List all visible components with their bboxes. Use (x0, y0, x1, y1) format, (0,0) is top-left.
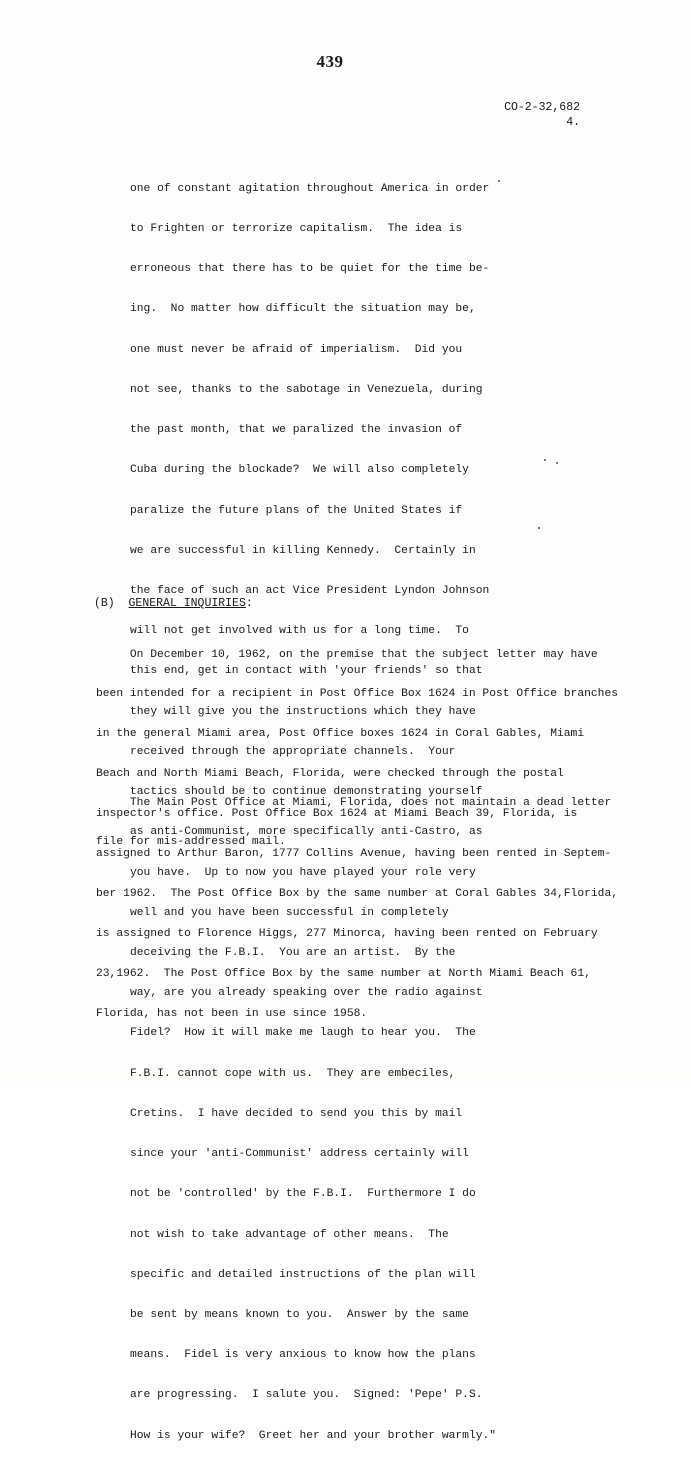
quote-line: one of constant agitation throughout America in order (130, 182, 490, 195)
quote-line: not wish to take advantage of other means. The (130, 1228, 449, 1241)
quote-line: specific and detailed instructions of the plan will (130, 1268, 476, 1281)
quote-line: F.B.I. cannot cope with us. They are embeciles, (130, 1067, 456, 1080)
quote-line: as anti-Communist, more specifically anti-Castro, as (130, 826, 483, 839)
quote-line: are progressing. I salute you. Signed: 'Pepe' P.S. (130, 1389, 483, 1402)
quote-line: not see, thanks to the sabotage in Venezuela, during (130, 383, 483, 396)
quote-line: Fidel? How it will make me laugh to hear you. The (130, 1027, 476, 1040)
quote-line: the face of such an act Vice President Lyndon Johnson (130, 585, 490, 597)
quote-line: the past month, that we paralized the invasion of (130, 424, 463, 437)
paragraph-line: in the general Miami area, Post Office boxes 1624 in Coral Gables, Miami (96, 728, 585, 741)
file-number: CO-2-32,682 (504, 101, 580, 114)
quote-line: this end, get in contact with 'your friends' so that (130, 665, 483, 678)
paragraph-line: been intended for a recipient in Post Office Box 1624 in Post Office branches (96, 688, 619, 701)
quote-line: since your 'anti-Communist' address certainly will (130, 1148, 469, 1161)
page-number: 439 (316, 52, 344, 71)
scan-speck (556, 462, 558, 464)
quote-line: they will give you the instructions which they have (130, 705, 476, 718)
paragraph-line: is assigned to Florence Higgs, 277 Minorca, having been rented on February (96, 927, 598, 940)
quote-line: received through the appropriate channels. Your (130, 745, 456, 758)
quote-line: be sent by means known to you. Answer by the same (130, 1308, 469, 1321)
scan-speck (544, 459, 546, 461)
quote-line: How is your wife? Greet her and your brother warmly." (130, 1429, 497, 1442)
quote-line: will not get involved with us for a long time. To (130, 625, 469, 638)
scan-speck (498, 180, 500, 182)
scan-speck (538, 527, 540, 529)
quote-line: to Frighten or terrorize capitalism. The idea is (130, 223, 463, 236)
paragraph-line: Beach and North Miami Beach, Florida, were checked through the postal (96, 768, 564, 781)
paragraph-line: The Main Post Office at Miami, Florida, does not maintain a dead letter (96, 796, 612, 809)
paragraph-line: On December 10, 1962, on the premise that the subject letter may have (96, 648, 598, 661)
quote-line: one must never be afraid of imperialism. Did you (130, 343, 463, 356)
quote-line: tactics should be to continue demonstrating yourself (130, 786, 483, 799)
quote-line: way, are you already speaking over the radio against (130, 987, 483, 1000)
paragraph-line: ber 1962. The Post Office Box by the same number at Coral Gables 34,Florida, (96, 887, 619, 900)
quote-line: ing. No matter how difficult the situation may be, (130, 303, 476, 316)
quote-line: you have. Up to now you have played your role very (130, 866, 476, 879)
quote-line: means. Fidel is very anxious to know how the plans (130, 1349, 476, 1362)
quote-line: we are successful in killing Kennedy. Certainly in (130, 544, 476, 557)
paragraph-dead-letter (96, 770, 612, 876)
quote-line: deceiving the F.B.I. You are an artist. By the (130, 946, 456, 959)
section-heading (94, 597, 253, 610)
quote-line: Cretins. I have decided to send you this by mail (130, 1107, 463, 1120)
paragraph-line: Florida, has not been in use since 1958. (96, 1007, 368, 1020)
quote-line: well and you have been successful in completely (130, 906, 449, 919)
paragraph-line: assigned to Arthur Baron, 1777 Collins Avenue, having been rented in Septem- (96, 848, 612, 861)
quote-line: erroneous that there has to be quiet for the time be- (130, 263, 490, 276)
quote-line: not be 'controlled' by the F.B.I. Furthermore I do (130, 1188, 476, 1201)
quote-line: paralize the future plans of the United States if (130, 504, 463, 517)
sheet-number: 4. (566, 116, 580, 129)
paragraph-line: inspector's office. Post Office Box 1624 at Miami Beach 39, Florida, is (96, 808, 578, 821)
section-colon: : (245, 597, 253, 610)
quote-line: Cuba during the blockade? We will also completely (130, 464, 469, 477)
paragraph-line: file for mis-addressed mail. (96, 836, 286, 849)
section-marker: (B) (94, 597, 115, 610)
paragraph-line: 23,1962. The Post Office Box by the same number at North Miami Beach 61, (96, 967, 591, 980)
section-title: GENERAL INQUIRIES (128, 597, 246, 610)
